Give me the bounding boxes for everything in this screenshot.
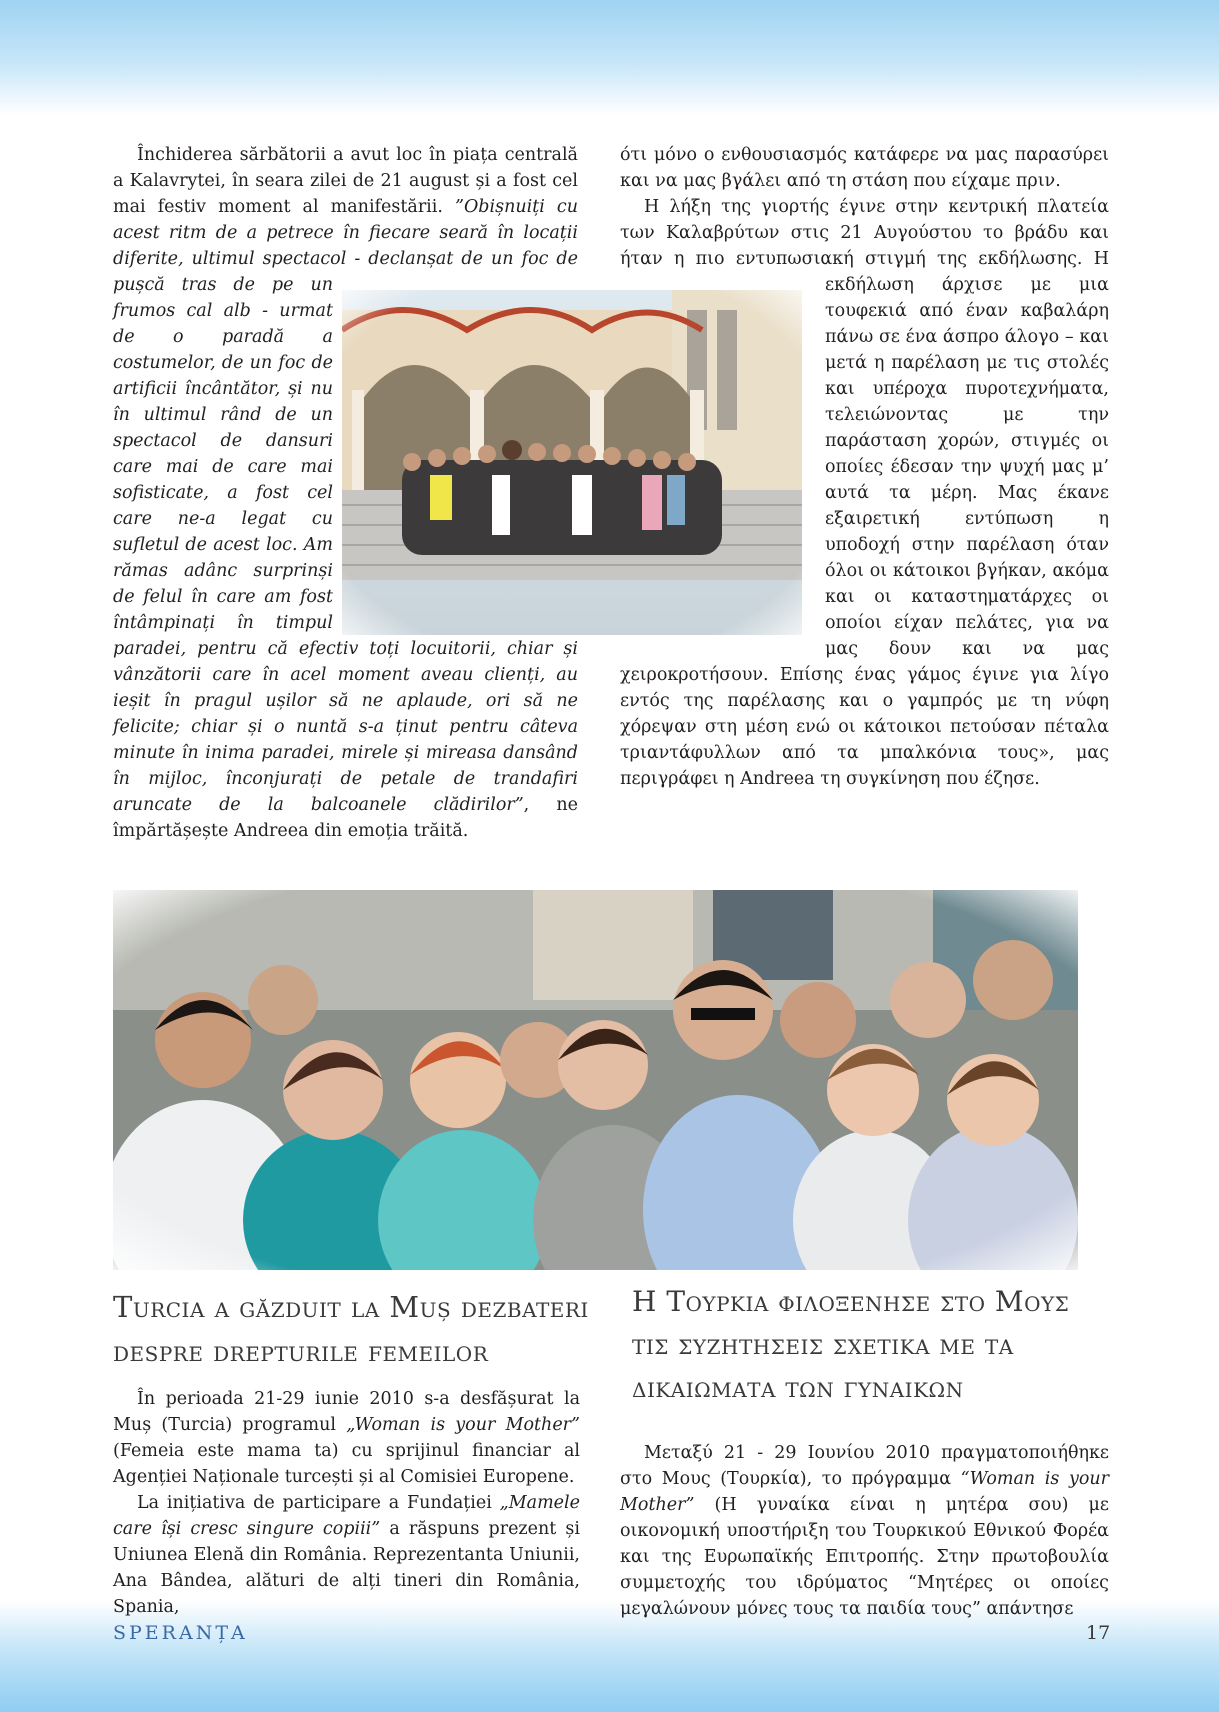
top-gradient-band [0, 0, 1219, 115]
greek-bottom-paragraph-1: Μεταξύ 21 - 29 Ιουνίου 2010 πραγματοποιήθηκε στο Μους (Τουρκία), το πρόγραμμα “Woman is your Mother” (Η γυναίκα είναι η μητέρα σου) με οικονομική υποστήριξη του Τουρκικού Εθνικού Φορέα και της Ευρωπαϊκής Επιτροπής. Στην πρωτοβουλία συμμετοχής του ιδρύματος “Μητέρες οι οποίες μεγαλώνουν μόνες τους τα παιδία τους” απάντησε [620, 1443, 1110, 1619]
magazine-title: SPERANȚA [113, 1622, 248, 1644]
romanian-bottom-paragraph-1: În perioada 21-29 iunie 2010 s-a desfășurat la Muș (Turcia) programul „Woman is your Mother” (Femeia este mama ta) cu sprijinul financiar al Agenției Naționale turcești și al Comisiei Europene. [113, 1389, 580, 1487]
greek-article-bottom [620, 1440, 1109, 1622]
romanian-bottom-paragraph-2: La inițiativa de participare a Fundației „Mamele care își cresc singure copiii” a răspuns prezent și Uniunea Elenă din România. Reprezentanta Uniunii, Ana Bândea, alături de alți tineri din România, Spania, [113, 1493, 580, 1617]
young-people-group-photo [113, 890, 1078, 1270]
greek-paragraph-2: Η λήξη της γιορτής έγινε στην κεντρική πλατεία των Καλαβρύτων στις 21 Αυγούστου το βράδυ και ήταν η πιο εντυπωσιακή στιγμή της εκδήλωσης. Η εκδήλωση άρχισε με μια τουφεκιά από έναν καβαλάρη πάνω σε ένα άσπρο άλογο – και μετά η παρέλαση με τις στολές και υπέροχα πυροτεχνήματα, τελειώνοντας με την παράσταση χορών, στιγμές οι οποίες έδεσαν την ψυχή μας μ’ αυτά τα μέρη. Μας έκανε εξαιρετική εντύπωση η υποδοχή στην παρέλαση όταν όλοι οι κάτοικοι βγήκαν, ακόμα και οι καταστηματάρχες οι οποίοι είχαν πελάτες, για να μας δουν και να μας χειροκροτήσουν. Επίσης ένας γάμος έγινε για λίγο εντός της παρέλασης και ο γαμπρός με τη νύφη χόρεψαν στη μέση ενώ οι κάτοικοι πετούσαν πέταλα τριαντάφυλλων από τα μπαλκόνια τους», μας περιγράφει η Andreea τη συγκίνηση που έζησε. [620, 197, 1109, 789]
romanian-paragraph: Închiderea sărbătorii a avut loc în piața centrală a Kalavrytei, în seara zilei de 21 august și a fost cel mai festiv moment al manifestării. ”Obișnuiți cu acest ritm de a petrece în fiecare seară în locații diferite, ultimul spectacol - declanșat de un foc de pușcă tras de pe un frumos cal alb - urmat de o paradă a costumelor, de un foc de artificii încântător, și nu în ultimul rând de un spectacol de dansuri care mai de care mai sofisticate, a fost cel care ne-a legat cu sufletul de acest loc. Am rămas adânc surprinși de felul în care am fost întâmpinați în timpul paradei, pentru că efectiv toți locuitorii, chiar și vânzătorii care în acel moment aveau clienți, au ieșit în pragul ușilor să ne aplaude, ori să ne felicite; chiar și o nuntă s-a ținut pentru câteva minute în inima paradei, mirele și mireasa dansând în mijloc, înconjurați de petale de trandafiri aruncate de la balcoanele clădirilor”, ne împărtășește Andreea din emoția trăită. [113, 145, 578, 841]
greek-article-heading: Η Τουρκια φιλοξενησε στο Μους τις συζητησεις σχετικα με τα δικαιωματα των γυναικων [632, 1285, 1070, 1404]
romanian-article-heading: Turcia a găzduit la Muș dezbateri despre drepturile femeilor [113, 1290, 589, 1368]
greek-article-top [620, 142, 1109, 792]
page-number: 17 [1086, 1622, 1111, 1644]
romanian-article-bottom [113, 1386, 580, 1620]
greek-paragraph-1: ότι μόνο ο ενθουσιασμός κατάφερε να μας παρασύρει και να μας βγάλει από τη στάση που είχαμε πριν. [620, 145, 1109, 191]
